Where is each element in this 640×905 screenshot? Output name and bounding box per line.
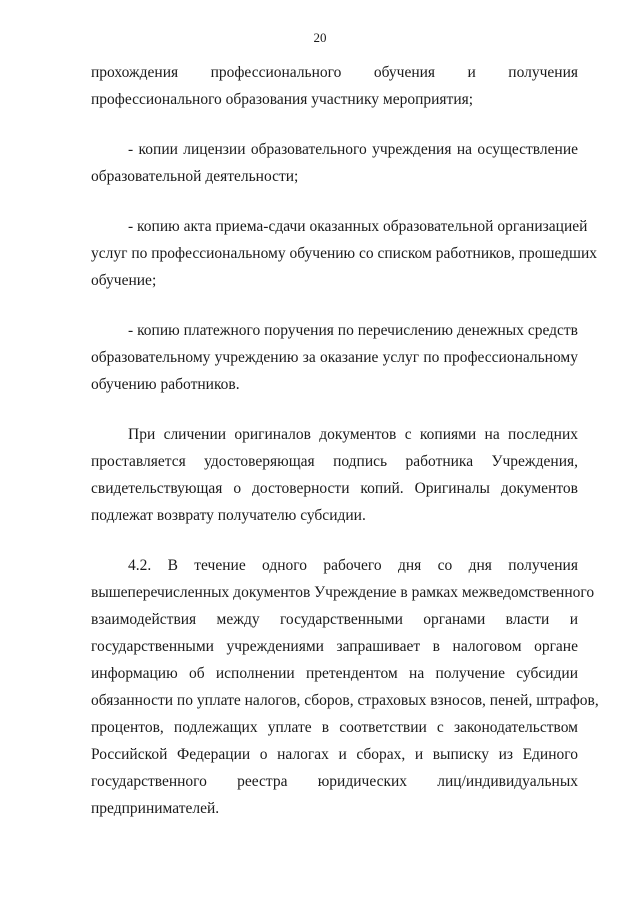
paragraph-verification — [91, 421, 578, 529]
page-number: 20 — [313, 30, 327, 45]
text-line: взаимодействия между государственными органами власти и — [91, 611, 578, 628]
text-line: При сличении оригиналов документов с копиями на последних — [128, 426, 578, 443]
text-line: информацию об исполнении претендентом на получение субсидии — [91, 665, 578, 682]
text-line: обязанности по уплате налогов, сборов, страховых взносов, пеней, штрафов, — [91, 692, 599, 709]
text-line: образовательному учреждению за оказание услуг по профессиональному — [91, 349, 578, 366]
text-line: услуг по профессиональному обучению со списком работников, прошедших — [91, 245, 597, 262]
text-line: государственного реестра юридических лиц/индивидуальных — [91, 773, 578, 790]
text-line: подлежат возврату получателю субсидии. — [91, 507, 366, 524]
paragraph-payment-copy — [91, 317, 578, 398]
text-line: обучению работников. — [91, 376, 240, 393]
text-line: прохождения профессионального обучения и получения — [91, 64, 578, 81]
paragraph-license-copy — [91, 136, 578, 190]
paragraph-section-4-2 — [91, 552, 599, 822]
text-line: обучение; — [91, 272, 157, 289]
text-line: образовательной деятельности; — [91, 168, 299, 185]
text-line: предпринимателей. — [91, 800, 220, 817]
document-body — [91, 59, 599, 822]
text-line: - копии лицензии образовательного учреждения на осуществление — [128, 141, 578, 158]
text-line: - копию платежного поручения по перечислению денежных средств — [128, 322, 578, 339]
paragraph-act-copy — [91, 213, 597, 294]
text-line: - копию акта приема-сдачи оказанных образовательной организацией — [128, 218, 588, 235]
text-line: государственными учреждениями запрашивает в налоговом органе — [91, 638, 578, 655]
paragraph-continuation — [91, 59, 578, 113]
text-line: вышеперечисленных документов Учреждение в рамках межведомственного — [91, 584, 595, 601]
text-line: процентов, подлежащих уплате в соответствии с законодательством — [91, 719, 578, 736]
text-line: Российской Федерации о налогах и сборах, и выписку из Единого — [91, 746, 578, 763]
text-line: проставляется удостоверяющая подпись работника Учреждения, — [91, 453, 578, 470]
text-line: свидетельствующая о достоверности копий. Оригиналы документов — [91, 480, 578, 497]
text-line: 4.2. В течение одного рабочего дня со дня получения — [128, 557, 578, 574]
text-line: профессионального образования участнику мероприятия; — [91, 91, 474, 108]
